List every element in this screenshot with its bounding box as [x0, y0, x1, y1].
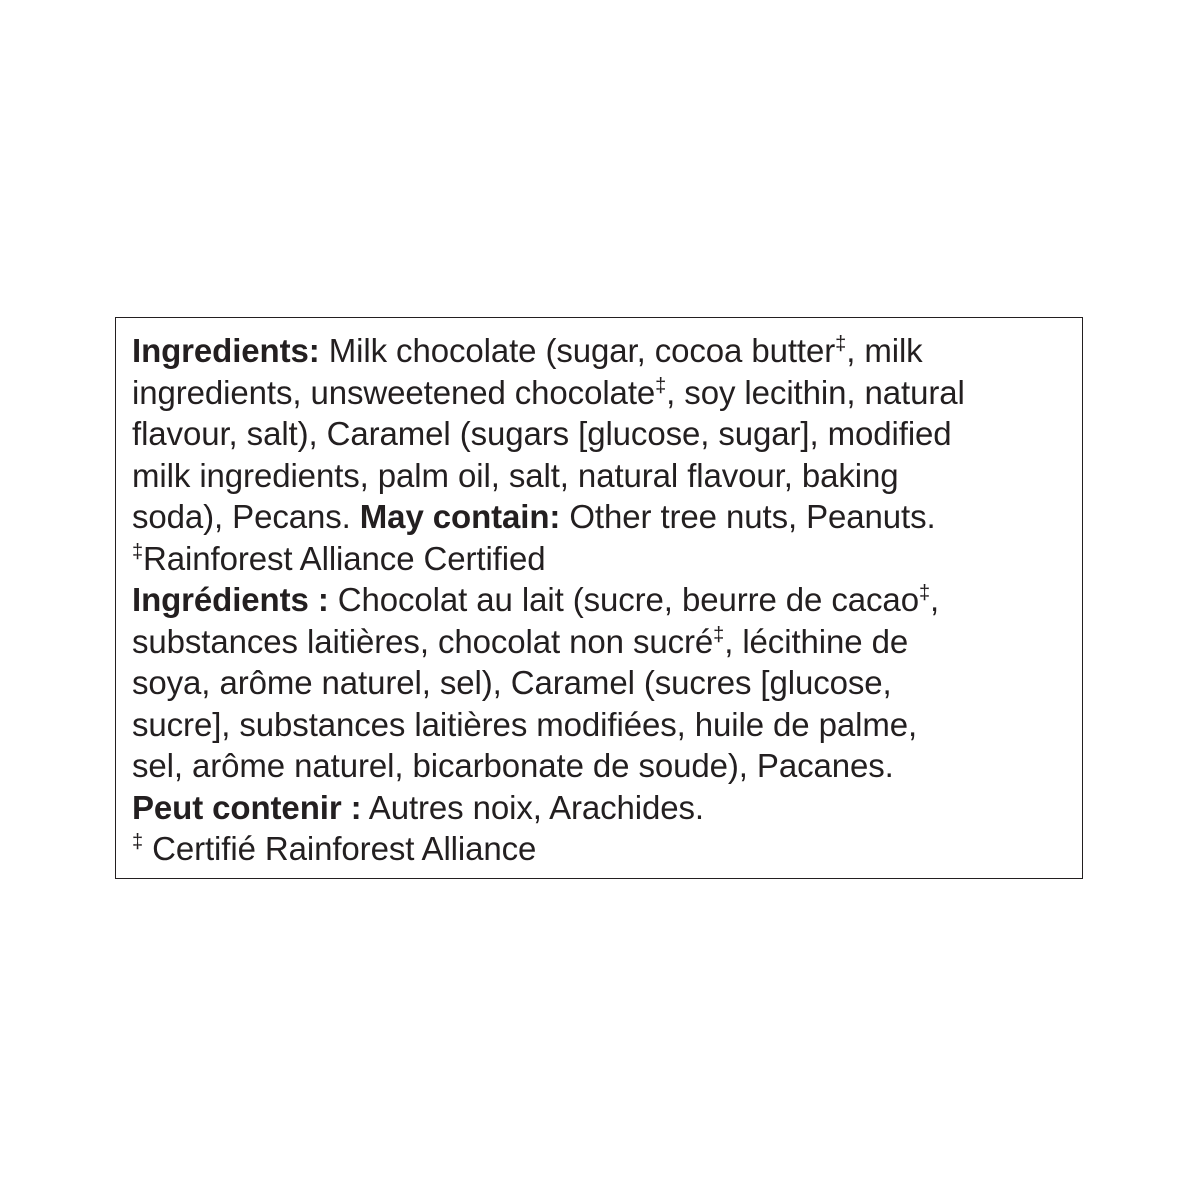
dagger-symbol: ‡ — [918, 582, 930, 604]
english-text: Milk chocolate (sugar, cocoa butter — [319, 332, 836, 369]
english-text: ingredients, unsweetened chocolate — [132, 373, 656, 411]
french-text: , lécithine de — [724, 622, 909, 660]
english-may-contain-heading: May contain: — [359, 498, 561, 535]
french-may-contain-text: Autres noix, Arachides. — [361, 788, 704, 826]
english-ingredients-heading: Ingredients: — [132, 332, 320, 369]
french-text: substances laitières, chocolat non sucré — [132, 622, 714, 660]
dagger-symbol: ‡ — [132, 831, 144, 853]
english-line-2 — [132, 372, 1072, 414]
english-may-contain-text: Other tree nuts, Peanuts. — [560, 498, 936, 535]
english-text: , milk — [846, 332, 923, 369]
english-certification-text: Rainforest Alliance Certified — [143, 539, 546, 577]
english-text: , soy lecithin, natural — [666, 373, 965, 411]
french-certification-text: Certifié Rainforest Alliance — [143, 830, 537, 867]
english-line-4: milk ingredients, palm oil, salt, natural flavour, baking — [132, 456, 899, 494]
english-text: soda), Pecans. — [132, 498, 360, 535]
french-ingredients-heading: Ingrédients : — [132, 581, 329, 618]
french-certification — [132, 828, 1072, 870]
dagger-symbol: ‡ — [713, 623, 725, 646]
dagger-symbol: ‡ — [132, 540, 144, 563]
french-may-contain-heading: Peut contenir : — [132, 788, 362, 826]
french-text: , — [929, 581, 940, 618]
french-may-contain-line — [132, 787, 1072, 829]
english-line-3: flavour, salt), Caramel (sugars [glucose, sugar], modified — [132, 415, 952, 452]
dagger-symbol: ‡ — [655, 374, 667, 397]
french-text: Chocolat au lait (sucre, beurre de cacao — [328, 581, 919, 618]
ingredients-panel — [132, 330, 1072, 870]
french-line-5: sel, arôme naturel, bicarbonate de soude), Pacanes. — [132, 747, 894, 784]
english-line-1 — [132, 330, 1072, 372]
french-line-3: soya, arôme naturel, sel), Caramel (sucres [glucose, — [132, 664, 892, 701]
english-line-5 — [132, 496, 1072, 538]
french-line-2 — [132, 621, 1072, 663]
french-line-4: sucre], substances laitières modifiées, huile de palme, — [132, 705, 918, 743]
dagger-symbol: ‡ — [835, 333, 847, 355]
french-line-1 — [132, 579, 1072, 621]
english-certification — [132, 538, 1072, 580]
